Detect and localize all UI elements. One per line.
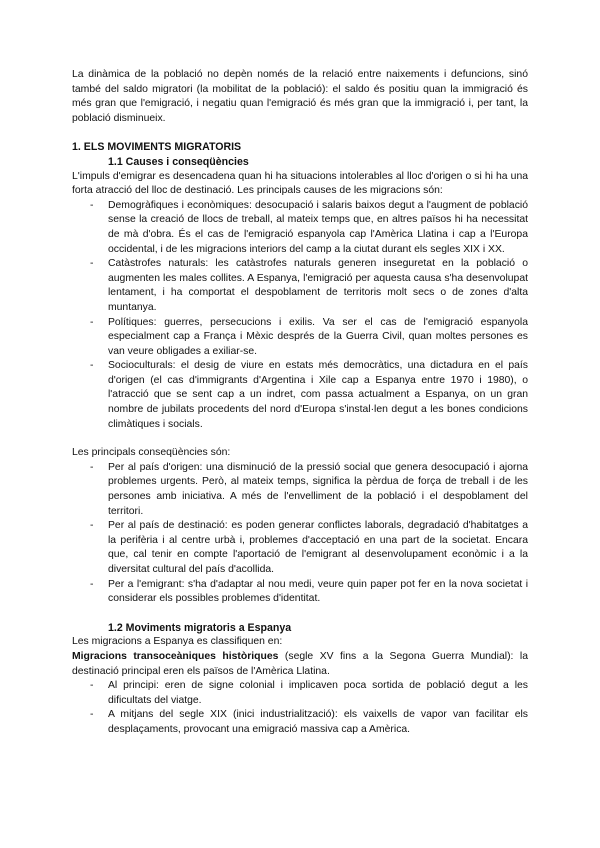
dash-bullet: -: [90, 258, 94, 270]
dash-bullet: -: [90, 199, 94, 211]
dash-bullet: -: [90, 709, 94, 721]
causes-intro: L'impuls d'emigrar es desencadena quan hi ha situacions intolerables al lloc d'origen o si hi ha una forta atracció del lloc de destinació. Les principals causes de les migracions són:: [72, 170, 528, 197]
list-item: - Per a l'emigrant: s'ha d'adaptar al nou medi, veure quin paper pot fer en la nova societat i considerar els possibles problemes d'identitat.: [90, 578, 528, 605]
subsection-1-1-heading: 1.1 Causes i conseqüències: [108, 155, 249, 168]
spacer: [72, 432, 528, 446]
intro-paragraph: La dinàmica de la població no depèn només de la relació entre naixements i defuncions, sinó també del saldo migratori (la mobilitat de la població): el saldo és positiu quan la immigració és més gran que l'emigració, i negatiu quan l'emigració és més gran que la immigració i, per tant, la població disminueix.: [72, 69, 528, 124]
spacer: [72, 607, 528, 621]
causes-list: [72, 199, 528, 433]
subsection-1-2-heading: 1.2 Moviments migratoris a Espanya: [108, 621, 292, 634]
list-item: - Per al país de destinació: es poden generar conflictes laborals, degradació d'habitatges a la perifèria i al centre urbà i, problemes d'acceptació en una part de la societat. Encara que, cal tenir en compte l'aportació de l'emigrant al desenvolupament econòmic i a la diversitat cultural del país d'acollida.: [90, 520, 528, 575]
section-1-heading: 1. ELS MOVIMENTS MIGRATORIS: [72, 141, 242, 154]
list-item: - Per al país d'origen: una disminució de la pressió social que genera desocupació i ajorna problemes urgents. Però, al mateix temps, significa la pèrdua de força de treball i de les persones amb iniciativa. A més de l'envelliment de la població i el despoblament del territori.: [90, 461, 528, 517]
transoceanic-term: Migracions transoceàniques històriques: [72, 650, 279, 662]
dash-bullet: -: [90, 316, 94, 328]
dash-bullet: -: [90, 578, 94, 590]
dash-bullet: -: [90, 461, 94, 473]
dash-bullet: -: [90, 520, 94, 532]
transoceanic-paragraph: Migracions transoceàniques històriques (segle XV fins a la Segona Guerra Mundial): la destinació principal eren els països de l'Amèrica Llatina.: [72, 650, 529, 677]
dash-bullet: -: [90, 680, 94, 692]
dash-bullet: -: [90, 360, 94, 372]
consequences-list: [72, 461, 528, 607]
list-item: - A mitjans del segle XIX (inici industrialització): els vaixells de vapor van facilitar els desplaçaments, provocant una emigració massiva cap a Amèrica.: [90, 709, 528, 735]
consequences-intro: Les principals conseqüències són:: [72, 447, 231, 459]
list-item: - Al principi: eren de signe colonial i implicaven poca sortida de població degut a les dificultats del viatge.: [90, 680, 528, 706]
transoceanic-list: [72, 679, 528, 737]
list-item: - Demogràfiques i econòmiques: desocupació i salaris baixos degut a l'augment de població sense la creació de llocs de treball, al mateix temps que, en altres països hi ha necessitat de mà d'obra. És el cas de l'emigració espanyola cap l'Amèrica Llatina i cap a l'Europa occidental, i de les migracions interiors del camp a la ciutat durant els segles XIX i XX.: [90, 199, 528, 255]
list-item: - Socioculturals: el desig de viure en estats més democràtics, una dictadura en el país d'origen (el cas d'immigrants d'Argentina i Xile cap a Espanya entre 1970 i 1980), o l'atracció que se sent cap a un indret, com passa actualment a Espanya, on un gran nombre de jubilats procedents del nord d'Europa s'instal·len degut a les bones condicions climàtiques i socials.: [90, 360, 528, 430]
migrations-intro: Les migracions a Espanya es classifiquen en:: [72, 636, 283, 648]
list-item: - Polítiques: guerres, persecucions i exilis. Va ser el cas de l'emigració espanyola especialment cap a França i Mèxic després de la Guerra Civil, quan moltes persones es van veure obligades a exiliar-se.: [90, 316, 528, 357]
list-item: - Catàstrofes naturals: les catàstrofes naturals generen inseguretat en la població o augmenten les males collites. A Espanya, l'emigració per aquesta causa s'ha desenvolupat lentament, i ha comportat el despoblament de territoris molt secs o de zones d'alta muntanya.: [90, 258, 528, 313]
